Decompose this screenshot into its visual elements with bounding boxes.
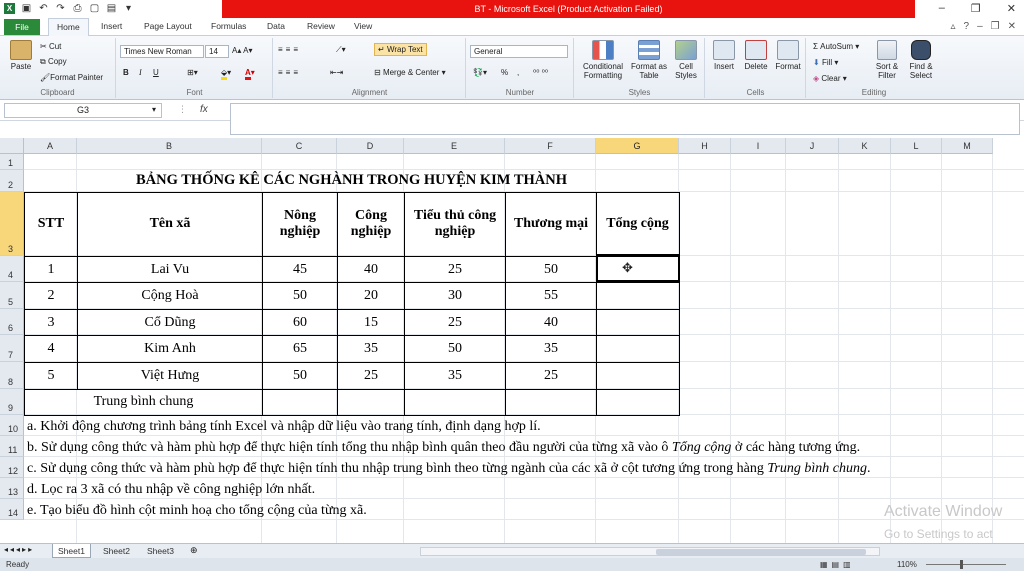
doc-minimize-icon[interactable]: –	[977, 21, 983, 32]
row-header-8[interactable]	[0, 362, 24, 389]
avg-label-cell[interactable]: Trung bình chung	[93, 394, 194, 409]
zoom-slider-thumb[interactable]	[960, 560, 963, 569]
row-number: 10	[8, 424, 19, 434]
sheet-tab-3[interactable]: Sheet3	[147, 546, 174, 556]
row-header-6[interactable]	[0, 309, 24, 335]
row-number: 9	[8, 403, 14, 413]
cell-ttcn[interactable]: 50	[448, 341, 462, 356]
indent-icons[interactable]: ⇤⇥	[330, 68, 344, 77]
column-header-l[interactable]: L	[891, 138, 942, 154]
column-header-f[interactable]: F	[505, 138, 596, 154]
sigma-icon: Σ	[813, 42, 821, 51]
cell-tm[interactable]: 50	[544, 261, 558, 277]
row-number: 1	[8, 158, 14, 168]
format-cells-icon	[777, 40, 799, 60]
tab-page-layout[interactable]: Page Layout	[144, 21, 192, 31]
status-bar	[0, 558, 1024, 571]
formula-bar-dots-icon: ⋮	[178, 104, 187, 114]
ribbon-tabs	[0, 18, 1024, 36]
customize-qa-icon[interactable]: ▾	[125, 3, 132, 14]
conditional-formatting-button[interactable]: Conditional Formatting	[577, 40, 629, 80]
row-number: 5	[8, 297, 14, 307]
cursor-cross-icon: ✥	[622, 260, 633, 275]
font-color-icon[interactable]: A▾	[245, 68, 255, 77]
redo-icon[interactable]: ↷	[56, 3, 65, 14]
bold-button[interactable]: B	[123, 68, 129, 77]
number-label: Number	[505, 88, 535, 97]
currency-icon[interactable]: 💱▾	[473, 68, 487, 77]
copy-button[interactable]: ⧉ Copy	[40, 57, 67, 66]
gridline-v	[890, 154, 891, 543]
fx-icon[interactable]: fx	[200, 104, 208, 115]
sheet-tab-1[interactable]: Sheet1	[52, 544, 91, 558]
cell-styles-button[interactable]: Cell Styles	[669, 40, 703, 80]
gridline-v	[838, 154, 839, 543]
format-as-table-button[interactable]: Format as Table	[629, 40, 669, 80]
column-header-d[interactable]: D	[337, 138, 404, 154]
window-title: BT - Microsoft Excel (Product Activation Failed)	[222, 0, 915, 18]
autosum-button[interactable]: Σ AutoSum ▾	[813, 42, 860, 51]
name-box-dropdown-icon[interactable]: ▾	[152, 105, 157, 114]
gridline-h	[24, 519, 1024, 520]
cells-group	[706, 38, 806, 98]
quick-access-toolbar	[4, 3, 134, 14]
status-ready: Ready	[6, 560, 30, 569]
gridline-h	[24, 456, 1024, 457]
scissors-icon: ✂	[40, 42, 49, 51]
cell-cn[interactable]: 25	[364, 368, 378, 383]
cell-nn[interactable]: 60	[293, 314, 307, 330]
borders-icon[interactable]: ⊞▾	[187, 68, 198, 77]
activation-watermark-line1: Activate Window	[884, 503, 1003, 520]
binoculars-icon	[911, 40, 931, 60]
gridline-h	[24, 435, 1024, 436]
column-header-i[interactable]: I	[731, 138, 786, 154]
header-cong-nghiep[interactable]: Công nghiệp	[350, 208, 392, 239]
row-header-10[interactable]	[0, 415, 24, 436]
editing-group	[807, 38, 941, 98]
font-size-select[interactable]: 14	[205, 45, 229, 58]
cell-ten[interactable]: Kim Anh	[144, 341, 196, 356]
row-header-4[interactable]	[0, 256, 24, 282]
font-group	[117, 38, 273, 98]
worksheet-grid[interactable]	[0, 138, 1024, 543]
column-header-b[interactable]: B	[77, 138, 262, 154]
tab-review[interactable]: Review	[307, 21, 335, 31]
row-number: 12	[8, 466, 19, 476]
formula-input[interactable]	[230, 103, 1020, 135]
cut-button[interactable]: ✂ Cut	[40, 42, 62, 51]
decimal-icons[interactable]: ⁰⁰ ⁰⁰	[533, 68, 549, 77]
paste-button[interactable]: Paste	[6, 40, 36, 71]
insert-cells-button[interactable]: Insert	[708, 40, 740, 71]
clipboard-label: Clipboard	[40, 88, 75, 97]
cell-ten[interactable]: Việt Hưng	[140, 368, 200, 383]
sheet-tab-2[interactable]: Sheet2	[103, 546, 130, 556]
tab-view[interactable]: View	[354, 21, 373, 31]
close-icon[interactable]: ✕	[1006, 3, 1016, 15]
cell-tm[interactable]: 55	[544, 288, 558, 303]
cell-cn[interactable]: 35	[364, 341, 378, 356]
editing-label: Editing	[861, 88, 887, 97]
ribbon	[0, 36, 1024, 100]
scroll-thumb[interactable]	[656, 549, 866, 555]
underline-button[interactable]: U	[153, 68, 159, 77]
merge-center-button[interactable]: ⊟ Merge & Center ▾	[374, 68, 446, 77]
cell-tm[interactable]: 35	[544, 341, 558, 356]
header-stt[interactable]: STT	[37, 216, 65, 231]
row-number: 14	[8, 508, 19, 518]
row-header-13[interactable]	[0, 478, 24, 499]
cell-ttcn[interactable]: 25	[448, 314, 462, 330]
clear-button[interactable]: ◈ Clear ▾	[813, 74, 847, 83]
tab-insert[interactable]: Insert	[101, 21, 123, 31]
row-header-2[interactable]	[0, 170, 24, 192]
cell-stt[interactable]: 1	[47, 261, 55, 277]
row-header-5[interactable]	[0, 282, 24, 309]
minimize-ribbon-icon[interactable]: ▵	[950, 21, 956, 32]
row-header-14[interactable]	[0, 499, 24, 520]
alignment-label: Alignment	[351, 88, 388, 97]
cell-ttcn[interactable]: 30	[448, 288, 462, 303]
percent-button[interactable]: %	[501, 68, 509, 77]
cell-nn[interactable]: 45	[293, 261, 307, 277]
vertical-align-icons[interactable]: ≡≡≡	[278, 45, 302, 54]
undo-icon[interactable]: ↶	[39, 3, 48, 14]
tab-formulas[interactable]: Formulas	[211, 21, 247, 31]
grow-font-icon[interactable]: A▴ A▾	[232, 46, 253, 55]
cells-label: Cells	[746, 88, 765, 97]
cell-cn[interactable]: 15	[364, 314, 378, 330]
name-box[interactable]: G3	[4, 103, 162, 118]
table-border-h	[24, 415, 680, 416]
format-cells-button[interactable]: Format	[772, 40, 804, 71]
header-tong-cong[interactable]: Tổng cộng	[606, 216, 669, 231]
horizontal-align-icons[interactable]: ≡≡≡	[278, 68, 302, 77]
tab-data[interactable]: Data	[267, 21, 285, 31]
excel-icon: X	[4, 3, 15, 14]
comma-button[interactable]: ,	[517, 68, 520, 77]
delete-cells-icon	[745, 40, 767, 60]
note-e[interactable]: e. Tạo biểu đồ hình cột minh hoạ cho tổng cộng của từng xã.	[27, 503, 367, 518]
styles-label: Styles	[628, 88, 651, 97]
cell-stt[interactable]: 2	[47, 288, 55, 303]
row-header-7[interactable]	[0, 335, 24, 362]
eraser-icon: ◈	[813, 74, 822, 83]
header-nong-nghiep[interactable]: Nông nghiệp	[279, 208, 321, 239]
row-number: 7	[8, 350, 14, 360]
sheet-title[interactable]: BẢNG THỐNG KÊ CÁC NGHÀNH TRONG HUYỆN KIM THÀNH	[135, 172, 567, 188]
cell-nn[interactable]: 50	[293, 288, 307, 303]
orientation-icon[interactable]: ⟋▾	[336, 45, 346, 54]
gridline-h	[24, 477, 1024, 478]
select-all-corner[interactable]	[0, 138, 24, 154]
note-d[interactable]: d. Lọc ra 3 xã có thu nhập về công nghiệp lớn nhất.	[27, 482, 316, 497]
paste-icon	[10, 40, 32, 60]
sort-filter-icon	[877, 40, 897, 60]
help-icon[interactable]: ?	[963, 21, 970, 32]
insert-cells-icon	[713, 40, 735, 60]
tab-file[interactable]: File	[4, 19, 40, 35]
note-b[interactable]: b. Sử dụng công thức và hàm phù hợp để thực hiện tính tổng thu nhập bình quân theo đầu người của từng xã vào ô Tổng cộng ở các hàng tương ứng.	[27, 440, 861, 455]
clipboard-group	[0, 38, 116, 98]
formula-bar	[0, 101, 1024, 121]
print-icon[interactable]: ⎙	[73, 3, 82, 14]
column-header-c[interactable]: C	[262, 138, 337, 154]
row-number: 13	[8, 487, 19, 497]
fill-color-icon[interactable]: ⬙▾	[221, 68, 231, 77]
column-header-h[interactable]: H	[679, 138, 731, 154]
sheet-tabs-bar	[0, 543, 1024, 558]
column-header-g[interactable]: G	[596, 138, 679, 154]
cell-nn[interactable]: 65	[293, 341, 307, 356]
gridline-v	[730, 154, 731, 543]
cell-tm[interactable]: 25	[544, 368, 558, 383]
open-icon[interactable]: ▤	[106, 3, 117, 14]
row-header-9[interactable]	[0, 389, 24, 415]
column-header-j[interactable]: J	[786, 138, 839, 154]
cell-ten[interactable]: Cộng Hoà	[141, 288, 199, 303]
merge-icon: ⊟	[374, 68, 383, 77]
styles-group	[575, 38, 705, 98]
row-header-1[interactable]	[0, 154, 24, 170]
row-number: 11	[8, 445, 18, 455]
wrap-text-button[interactable]: ↵ Wrap Text	[374, 43, 427, 56]
header-tieu-thu-cong[interactable]: Tiểu thủ công nghiệp	[413, 208, 497, 239]
header-thuong-mai[interactable]: Thương mại	[513, 216, 589, 231]
sheet-nav-arrows-icon[interactable]: ◂◂◂▸▸	[4, 545, 35, 554]
cell-nn[interactable]: 50	[293, 368, 307, 383]
note-a[interactable]: a. Khởi động chương trình bảng tính Excel và nhập dữ liệu vào trang tính, định dạng hợp lí.	[27, 419, 541, 434]
row-header-11[interactable]	[0, 436, 24, 457]
fill-button[interactable]: ⬇ Fill ▾	[813, 58, 839, 67]
row-header-3[interactable]	[0, 192, 24, 256]
zoom-slider[interactable]	[926, 564, 1006, 565]
view-buttons-icon[interactable]: ▦▤▥	[820, 560, 855, 569]
cell-stt[interactable]: 5	[47, 368, 55, 383]
cell-ten[interactable]: Lai Vu	[150, 261, 190, 277]
table-border-v	[679, 192, 680, 416]
cell-cn[interactable]: 40	[364, 261, 378, 277]
new-icon[interactable]: ▢	[89, 3, 100, 14]
save-icon[interactable]: ▣	[21, 3, 32, 14]
cell-stt[interactable]: 3	[47, 314, 55, 330]
row-number: 6	[8, 323, 14, 333]
doc-close-icon[interactable]: ✕	[1007, 21, 1016, 32]
number-group	[467, 38, 574, 98]
gridline-h	[24, 498, 1024, 499]
cell-stt[interactable]: 4	[47, 341, 55, 356]
window-controls	[939, 2, 1016, 15]
alignment-group	[274, 38, 466, 98]
fill-down-icon: ⬇	[813, 58, 822, 67]
horizontal-scrollbar[interactable]	[420, 547, 880, 556]
column-header-a[interactable]: A	[24, 138, 77, 154]
gridline-v	[941, 154, 942, 543]
cell-styles-icon	[675, 40, 697, 60]
delete-cells-button[interactable]: Delete	[740, 40, 772, 71]
italic-button[interactable]: I	[139, 68, 142, 77]
copy-icon: ⧉	[40, 57, 48, 66]
find-select-button[interactable]: Find & Select	[905, 40, 937, 80]
sort-filter-button[interactable]: Sort & Filter	[871, 40, 903, 80]
activation-watermark-line2: Go to Settings to act	[884, 527, 993, 541]
restore-icon[interactable]: ❐	[970, 3, 981, 15]
format-painter-button[interactable]: 🖌Format Painter	[40, 73, 104, 82]
cell-ttcn[interactable]: 25	[448, 261, 462, 277]
table-icon	[638, 40, 660, 60]
minimize-icon[interactable]: –	[938, 2, 945, 14]
row-number: 8	[8, 377, 14, 387]
wrap-text-icon: ↵	[378, 45, 387, 54]
font-name-select[interactable]: Times New Roman	[120, 45, 204, 58]
note-c[interactable]: c. Sử dụng công thức và hàm phù hợp để thực hiện tính thu nhập trung bình theo từng ngành của các xã ở cột tương ứng trong hàng Trung bình chung.	[27, 461, 871, 476]
row-number: 2	[8, 180, 14, 190]
gridline-v	[992, 154, 993, 543]
cell-ttcn[interactable]: 35	[448, 368, 462, 383]
number-format-select[interactable]: General	[470, 45, 568, 58]
new-sheet-icon[interactable]: ⊕	[190, 545, 198, 555]
cell-ten[interactable]: Cổ Dũng	[144, 314, 196, 330]
doc-restore-icon[interactable]: ❐	[990, 21, 1000, 32]
column-header-k[interactable]: K	[839, 138, 891, 154]
brush-icon: 🖌	[40, 73, 51, 82]
header-ten-xa[interactable]: Tên xã	[149, 216, 191, 231]
cell-cn[interactable]: 20	[364, 288, 378, 303]
tab-home[interactable]: Home	[48, 18, 89, 37]
cell-tm[interactable]: 40	[544, 314, 558, 330]
row-header-12[interactable]	[0, 457, 24, 478]
column-header-m[interactable]: M	[942, 138, 993, 154]
selected-cell-g3[interactable]	[596, 254, 680, 282]
conditional-formatting-icon	[592, 40, 614, 60]
row-number: 3	[8, 244, 14, 254]
gridline-v	[785, 154, 786, 543]
row-number: 4	[8, 270, 14, 280]
ribbon-right-icons	[950, 21, 1016, 32]
zoom-level[interactable]: 110%	[897, 560, 917, 569]
title-bar	[0, 0, 1024, 18]
font-label: Font	[186, 88, 203, 97]
column-header-e[interactable]: E	[404, 138, 505, 154]
